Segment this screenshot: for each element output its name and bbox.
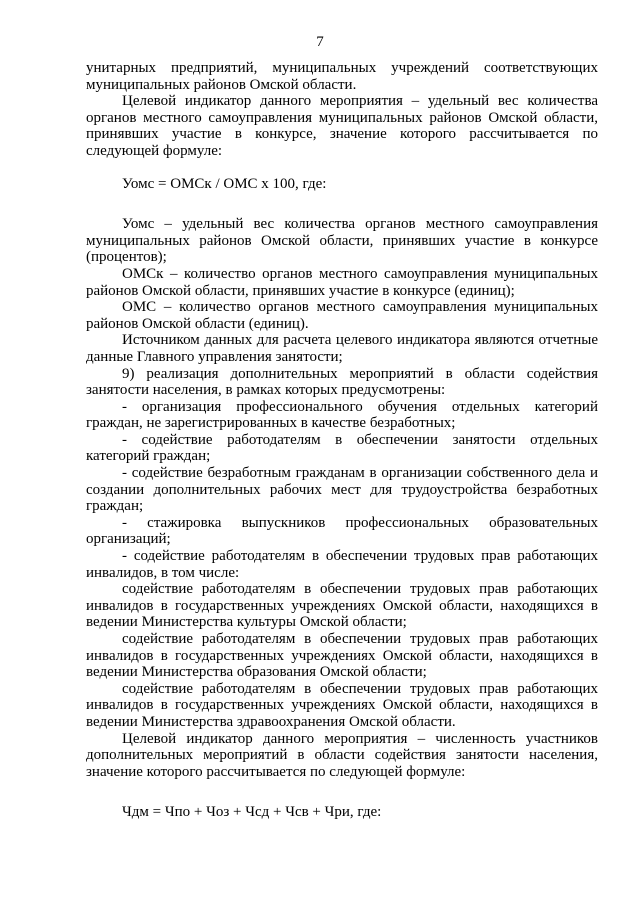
subitem-education: содействие работодателям в обеспечении трудовых прав работающих инвалидов в государственных учреждениях Омской области, находящихся в ведении Министерства образования Омской области; bbox=[86, 631, 598, 681]
definition-oms: ОМС – количество органов местного самоуправления муниципальных районов Омской области (единиц). bbox=[86, 299, 598, 332]
paragraph-indicator-2: Целевой индикатор данного мероприятия – численность участников дополнительных мероприятий в области содействия занятости населения, значение которого рассчитывается по следующей формуле: bbox=[86, 730, 598, 780]
formula-uoms: Уомс = ОМСк / ОМС х 100, где: bbox=[122, 175, 327, 192]
document-body bbox=[86, 60, 598, 821]
list-item-training: - организация профессионального обучения отдельных категорий граждан, не зарегистрированных в качестве безработных; bbox=[86, 398, 598, 432]
list-item-business: - содействие безработным гражданам в организации собственного дела и создании дополнительных рабочих мест для трудоустройства безработных граждан; bbox=[86, 465, 598, 515]
paragraph-indicator-intro: Целевой индикатор данного мероприятия – удельный вес количества органов местного самоуправления муниципальных районов Омской области, принявших участие в конкурсе, значение которого рассчитывается по следующей формуле: bbox=[86, 93, 598, 159]
formula-chdm: Чдм = Чпо + Чоз + Чсд + Чсв + Чри, где: bbox=[122, 804, 382, 821]
list-item-disabled-rights: - содействие работодателям в обеспечении трудовых прав работающих инвалидов, в том числе: bbox=[86, 548, 598, 581]
list-item-employment: - содействие работодателям в обеспечении занятости отдельных категорий граждан; bbox=[86, 431, 598, 465]
list-item-internship: - стажировка выпускников профессиональных образовательных организаций; bbox=[86, 514, 598, 548]
subitem-health: содействие работодателям в обеспечении трудовых прав работающих инвалидов в государственных учреждениях Омской области, находящихся в ведении Министерства здравоохранения Омской области. bbox=[86, 680, 598, 730]
paragraph-continuation: унитарных предприятий, муниципальных учреждений соответствующих муниципальных районов Омской области. bbox=[86, 60, 598, 93]
definition-uoms: Уомс – удельный вес количества органов местного самоуправления муниципальных районов Омской области, принявших участие в конкурсе (процентов); bbox=[86, 216, 598, 266]
page-number: 7 bbox=[316, 34, 324, 50]
subitem-culture: содействие работодателям в обеспечении трудовых прав работающих инвалидов в государственных учреждениях Омской области, находящихся в ведении Министерства культуры Омской области; bbox=[86, 581, 598, 631]
paragraph-data-source: Источником данных для расчета целевого индикатора являются отчетные данные Главного управления занятости; bbox=[86, 332, 598, 365]
definition-omsk: ОМСк – количество органов местного самоуправления муниципальных районов Омской области, принявших участие в конкурсе (единиц); bbox=[86, 265, 598, 299]
paragraph-item-9: 9) реализация дополнительных мероприятий в области содействия занятости населения, в рамках которых предусмотрены: bbox=[86, 365, 598, 399]
